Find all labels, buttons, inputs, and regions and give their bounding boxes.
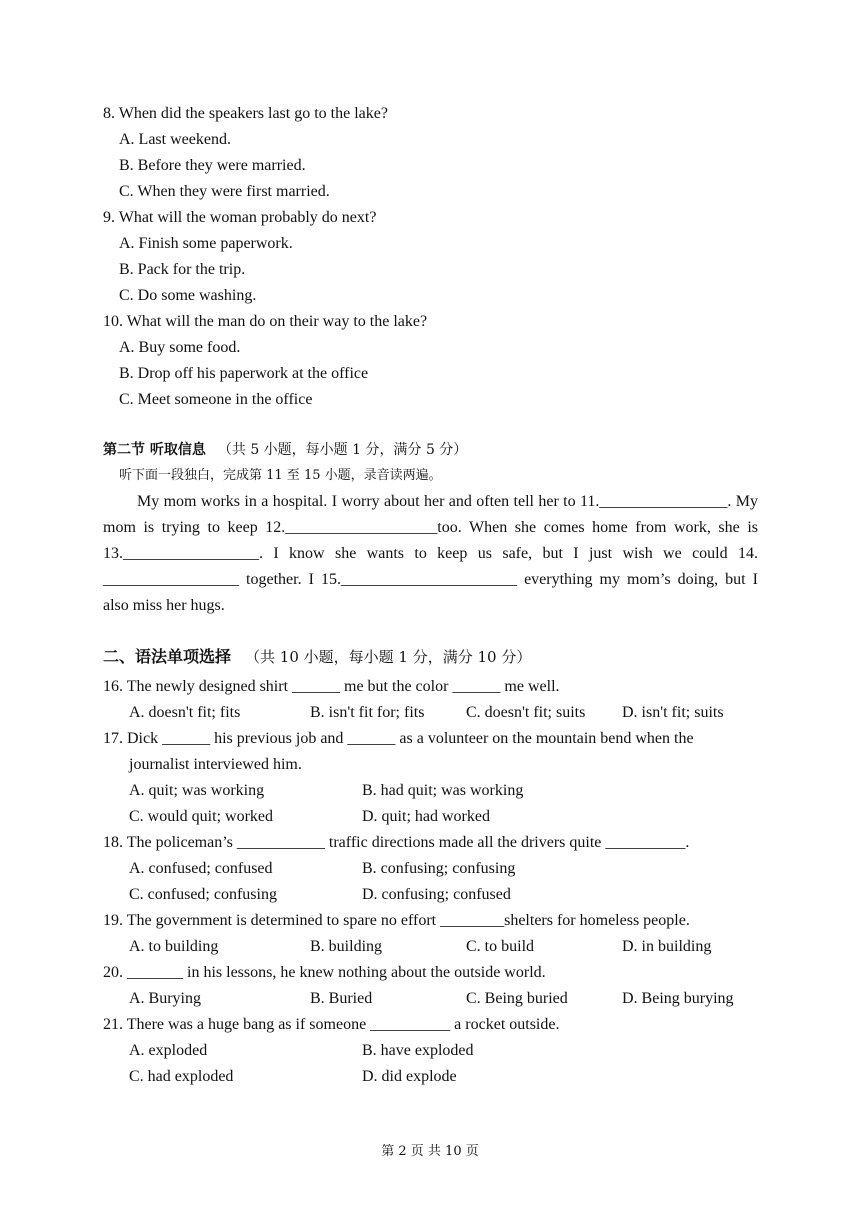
answer-option: A. Finish some paperwork. — [119, 235, 293, 252]
answer-option: D. Being burying — [622, 990, 734, 1007]
answer-option: B. Buried — [310, 990, 373, 1007]
answer-option: C. Do some washing. — [119, 287, 257, 304]
section-instruction: 听下面一段独白，完成第 11 至 15 小题，录音读两遍。 — [119, 468, 442, 483]
answer-option: D. isn't fit; suits — [622, 704, 724, 721]
answer-option: D. quit; had worked — [362, 808, 490, 825]
answer-option: B. isn't fit for; fits — [310, 704, 425, 721]
section-heading — [103, 647, 531, 668]
section-note: （共 10 小题，每小题 1 分，满分 10 分） — [245, 648, 532, 666]
answer-option: A. quit; was working — [129, 782, 265, 799]
answer-option: B. have exploded — [362, 1042, 474, 1059]
question-stem: 16. The newly designed shirt ______ me but the color ______ me well. — [103, 678, 560, 695]
answer-option: B. confusing; confusing — [362, 860, 516, 877]
answer-option: D. in building — [622, 938, 712, 955]
answer-option: C. to build — [466, 938, 535, 955]
answer-option: C. had exploded — [129, 1068, 234, 1085]
question-stem: 18. The policeman’s ___________ traffic directions made all the drivers quite __________. — [103, 834, 690, 851]
question-stem-continued: journalist interviewed him. — [129, 756, 302, 773]
answer-option: A. confused; confused — [129, 860, 273, 877]
page-footer: 第 2 页 共 10 页 — [381, 1144, 479, 1159]
answer-option: A. Buy some food. — [119, 339, 241, 356]
answer-option: C. When they were first married. — [119, 183, 330, 200]
answer-option: B. Drop off his paperwork at the office — [119, 365, 369, 382]
question-stem: 17. Dick ______ his previous job and ______ as a volunteer on the mountain bend when the — [103, 730, 694, 747]
answer-option: A. exploded — [129, 1042, 208, 1059]
answer-option: A. to building — [129, 938, 219, 955]
answer-option: C. would quit; worked — [129, 808, 273, 825]
question-stem: 20. _______ in his lessons, he knew nothing about the outside world. — [103, 964, 546, 981]
section-title: 第二节 听取信息 — [103, 442, 206, 458]
answer-option: B. building — [310, 938, 383, 955]
answer-option: C. Meet someone in the office — [119, 391, 313, 408]
question-stem: 21. There was a huge bang as if someone __________ a rocket outside. — [103, 1016, 560, 1033]
question-stem: 9. What will the woman probably do next? — [103, 209, 377, 226]
section-title: 二、语法单项选择 — [103, 647, 232, 666]
answer-option: C. Being buried — [466, 990, 568, 1007]
answer-option: A. Burying — [129, 990, 201, 1007]
question-stem: 10. What will the man do on their way to the lake? — [103, 313, 428, 330]
section-heading — [103, 440, 467, 460]
answer-option: A. doesn't fit; fits — [129, 704, 241, 721]
question-stem: 8. When did the speakers last go to the lake? — [103, 105, 388, 122]
answer-option: B. Pack for the trip. — [119, 261, 246, 278]
section-note: （共 5 小题，每小题 1 分，满分 5 分） — [217, 442, 468, 458]
answer-option: C. doesn't fit; suits — [466, 704, 586, 721]
question-stem: 19. The government is determined to spare no effort ________shelters for homeless people. — [103, 912, 690, 929]
answer-option: B. had quit; was working — [362, 782, 524, 799]
answer-option: D. did explode — [362, 1068, 457, 1085]
passage-text: My mom works in a hospital. I worry about her and often tell her to 11.________________. My mom is trying to keep 12.___________________too. When she comes home from work, she is 13._________________. I know she wants to keep us safe, but I just wish we could 14. _________________ together. I 15.______________________ everything my mom’s doing, but I also miss her hugs. — [103, 493, 758, 614]
listening-passage — [103, 489, 758, 619]
answer-option: A. Last weekend. — [119, 131, 231, 148]
answer-option: B. Before they were married. — [119, 157, 306, 174]
answer-option: C. confused; confusing — [129, 886, 277, 903]
answer-option: D. confusing; confused — [362, 886, 511, 903]
